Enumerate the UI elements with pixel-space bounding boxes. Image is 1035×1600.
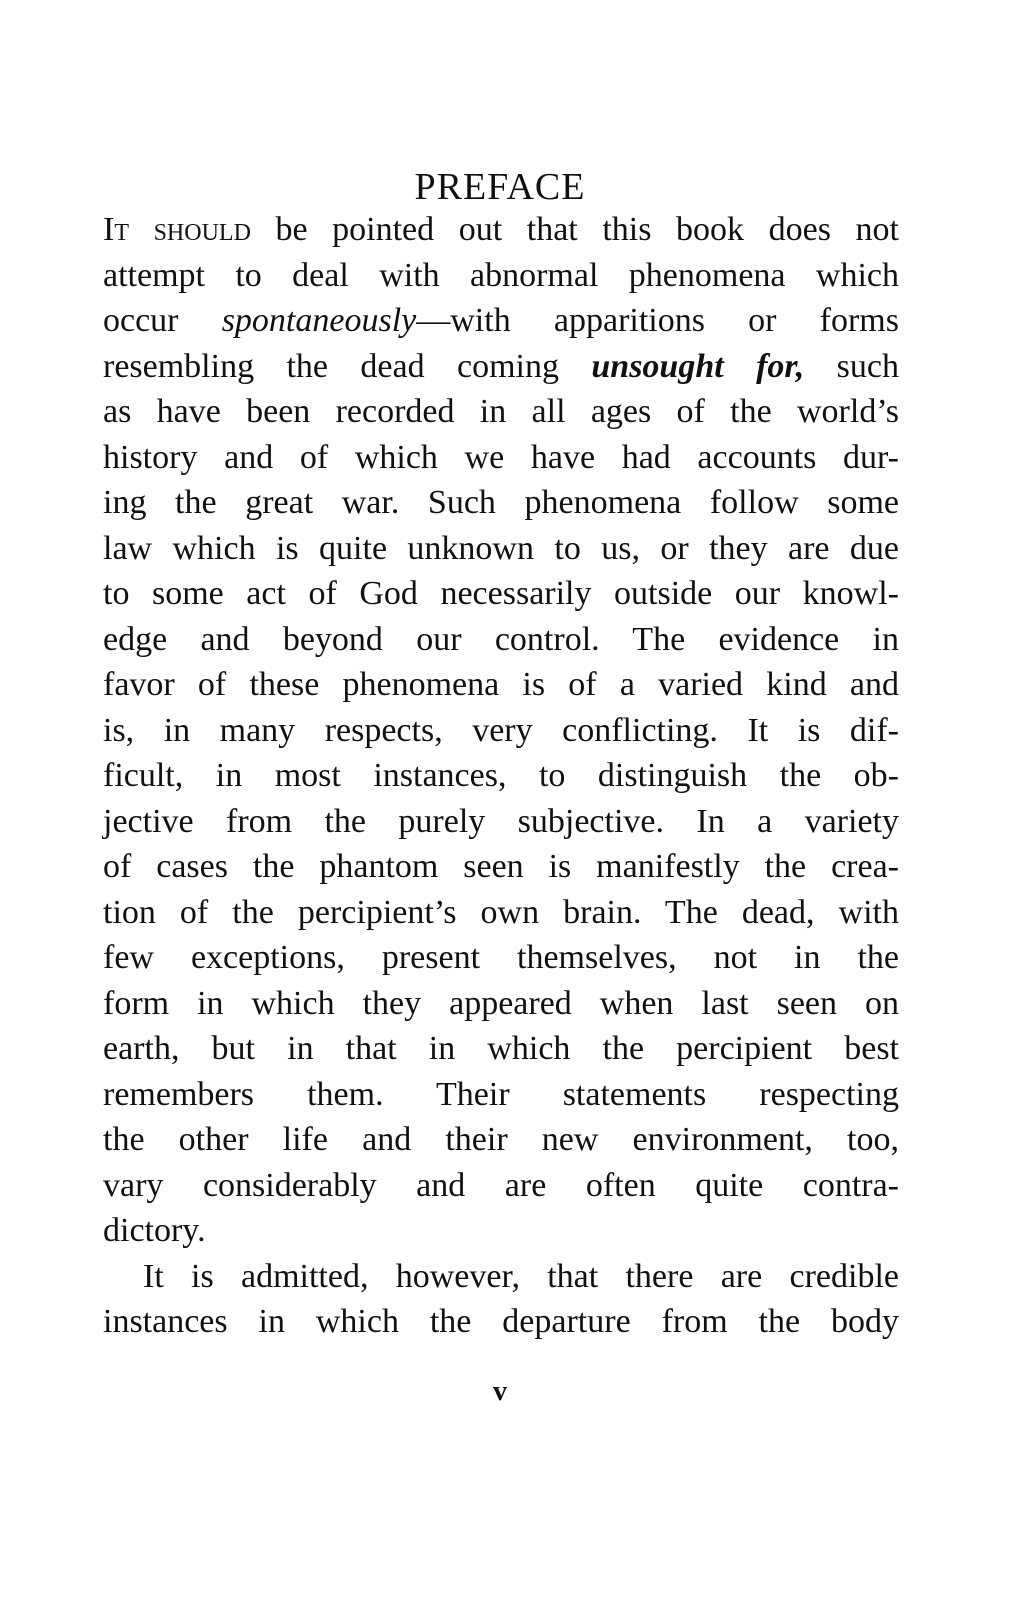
text-line: is, in many respects, very conflicting. It is dif-: [103, 711, 899, 749]
italic-run: spontaneously: [221, 302, 417, 339]
text-line: form in which they appeared when last seen on: [103, 984, 899, 1022]
text-run: resembling the dead coming: [103, 347, 592, 385]
text-line: edge and beyond our control. The evidence in: [103, 620, 899, 658]
text-line: as have been recorded in all ages of the world’s: [103, 393, 899, 430]
text-run: —with apparitions or forms: [416, 302, 899, 339]
text-line: ficult, in most instances, to distinguish the ob-: [103, 757, 899, 794]
text-run: such: [804, 347, 899, 385]
text-line: attempt to deal with abnormal phenomena which: [103, 256, 899, 294]
text-line: tion of the percipient’s own brain. The dead, with: [103, 893, 899, 931]
text-line: earth, but in that in which the percipient best: [103, 1030, 899, 1067]
text-line: [103, 298, 899, 344]
text-line: jective from the purely subjective. In a variety: [103, 802, 899, 840]
page-title: PREFACE: [414, 166, 586, 208]
text-line-paragraph-end: dictory.: [103, 1212, 206, 1249]
text-line-paragraph-start: It is admitted, however, that there are credible: [143, 1257, 899, 1295]
text-line: to some act of God necessarily outside our knowl-: [103, 575, 899, 612]
text-line: the other life and their new environment, too,: [103, 1121, 899, 1158]
text-line: law which is quite unknown to us, or they are due: [103, 529, 899, 567]
text-line: history and of which we have had accounts dur-: [103, 438, 899, 476]
text-run: be pointed out that this book does not: [250, 211, 899, 248]
text-line: remembers them. Their statements respecting: [103, 1075, 899, 1113]
text-line: few exceptions, present themselves, not in the: [103, 939, 899, 976]
small-caps-lead: It should: [103, 211, 251, 248]
text-run: occur: [103, 302, 222, 339]
text-line: [103, 207, 899, 253]
italic-run: unsought for,: [591, 347, 805, 385]
text-line: instances in which the departure from the body: [103, 1303, 899, 1340]
text-line: [103, 344, 899, 390]
text-line: of cases the phantom seen is manifestly the crea-: [103, 848, 899, 885]
text-line: ing the great war. Such phenomena follow some: [103, 484, 899, 521]
text-line: vary considerably and are often quite contra-: [103, 1166, 899, 1204]
text-line: favor of these phenomena is of a varied kind and: [103, 666, 899, 703]
preface-body: [103, 207, 899, 1345]
page-number: v: [493, 1376, 507, 1407]
